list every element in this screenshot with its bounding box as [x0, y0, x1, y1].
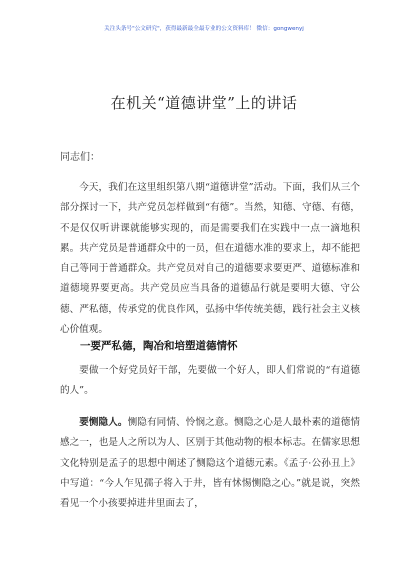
paragraph-compassion [60, 413, 360, 514]
section-heading: 一要严私德，陶冶和培塑道德情怀 [80, 340, 238, 352]
promo-banner: 关注头条号"公文研究"，获得最新最全最专业的公文资料库！ 微信：gongwenyj [104, 26, 304, 32]
salutation: 同志们： [60, 152, 100, 163]
paragraph-lead-phrase: 要恻隐人。 [79, 417, 128, 428]
document-title: 在机关“道德讲堂”上的讲话 [110, 94, 298, 112]
paragraph-intro: 今天，我们在这里组织第八期“道德讲堂”活动。下面，我们从三个部分探讨一下，共产党员怎样做到“有德”。当然，知德、守德、有德，不是仅仅听讲课就能够实现的，而是需要我们在实践中一点一滴地积累。共产党员是普通群众中的一员，但在道德水准的要求上，却不能把自己等同于普通群众。共产党员对自己的道德要求要更严、道德标准和道德境界要更高。共产党员应当具备的道德品行就是要明大德、守公德、严私德，传承党的优良作风，弘扬中华传统美德，践行社会主义核心价值观。 [60, 182, 360, 336]
paragraph-compassion-text: 恻隐有同情、怜悯之意。恻隐之心是人最朴素的道德情感之一，也是人之所以为人、区别于其他动物的根本标志。在儒家思想文化特别是孟子的思想中阐述了恻隐这个道德元素。《孟子·公孙丑上》中写道：“今人乍见孺子将入于井，皆有怵惕恻隐之心。”就是说，突然看见一个小孩要掉进井里面去了， [60, 417, 361, 510]
paragraph-good-person: 要做一个好党员好干部，先要做一个好人，即人们常说的“有道德的人”。 [60, 365, 360, 396]
